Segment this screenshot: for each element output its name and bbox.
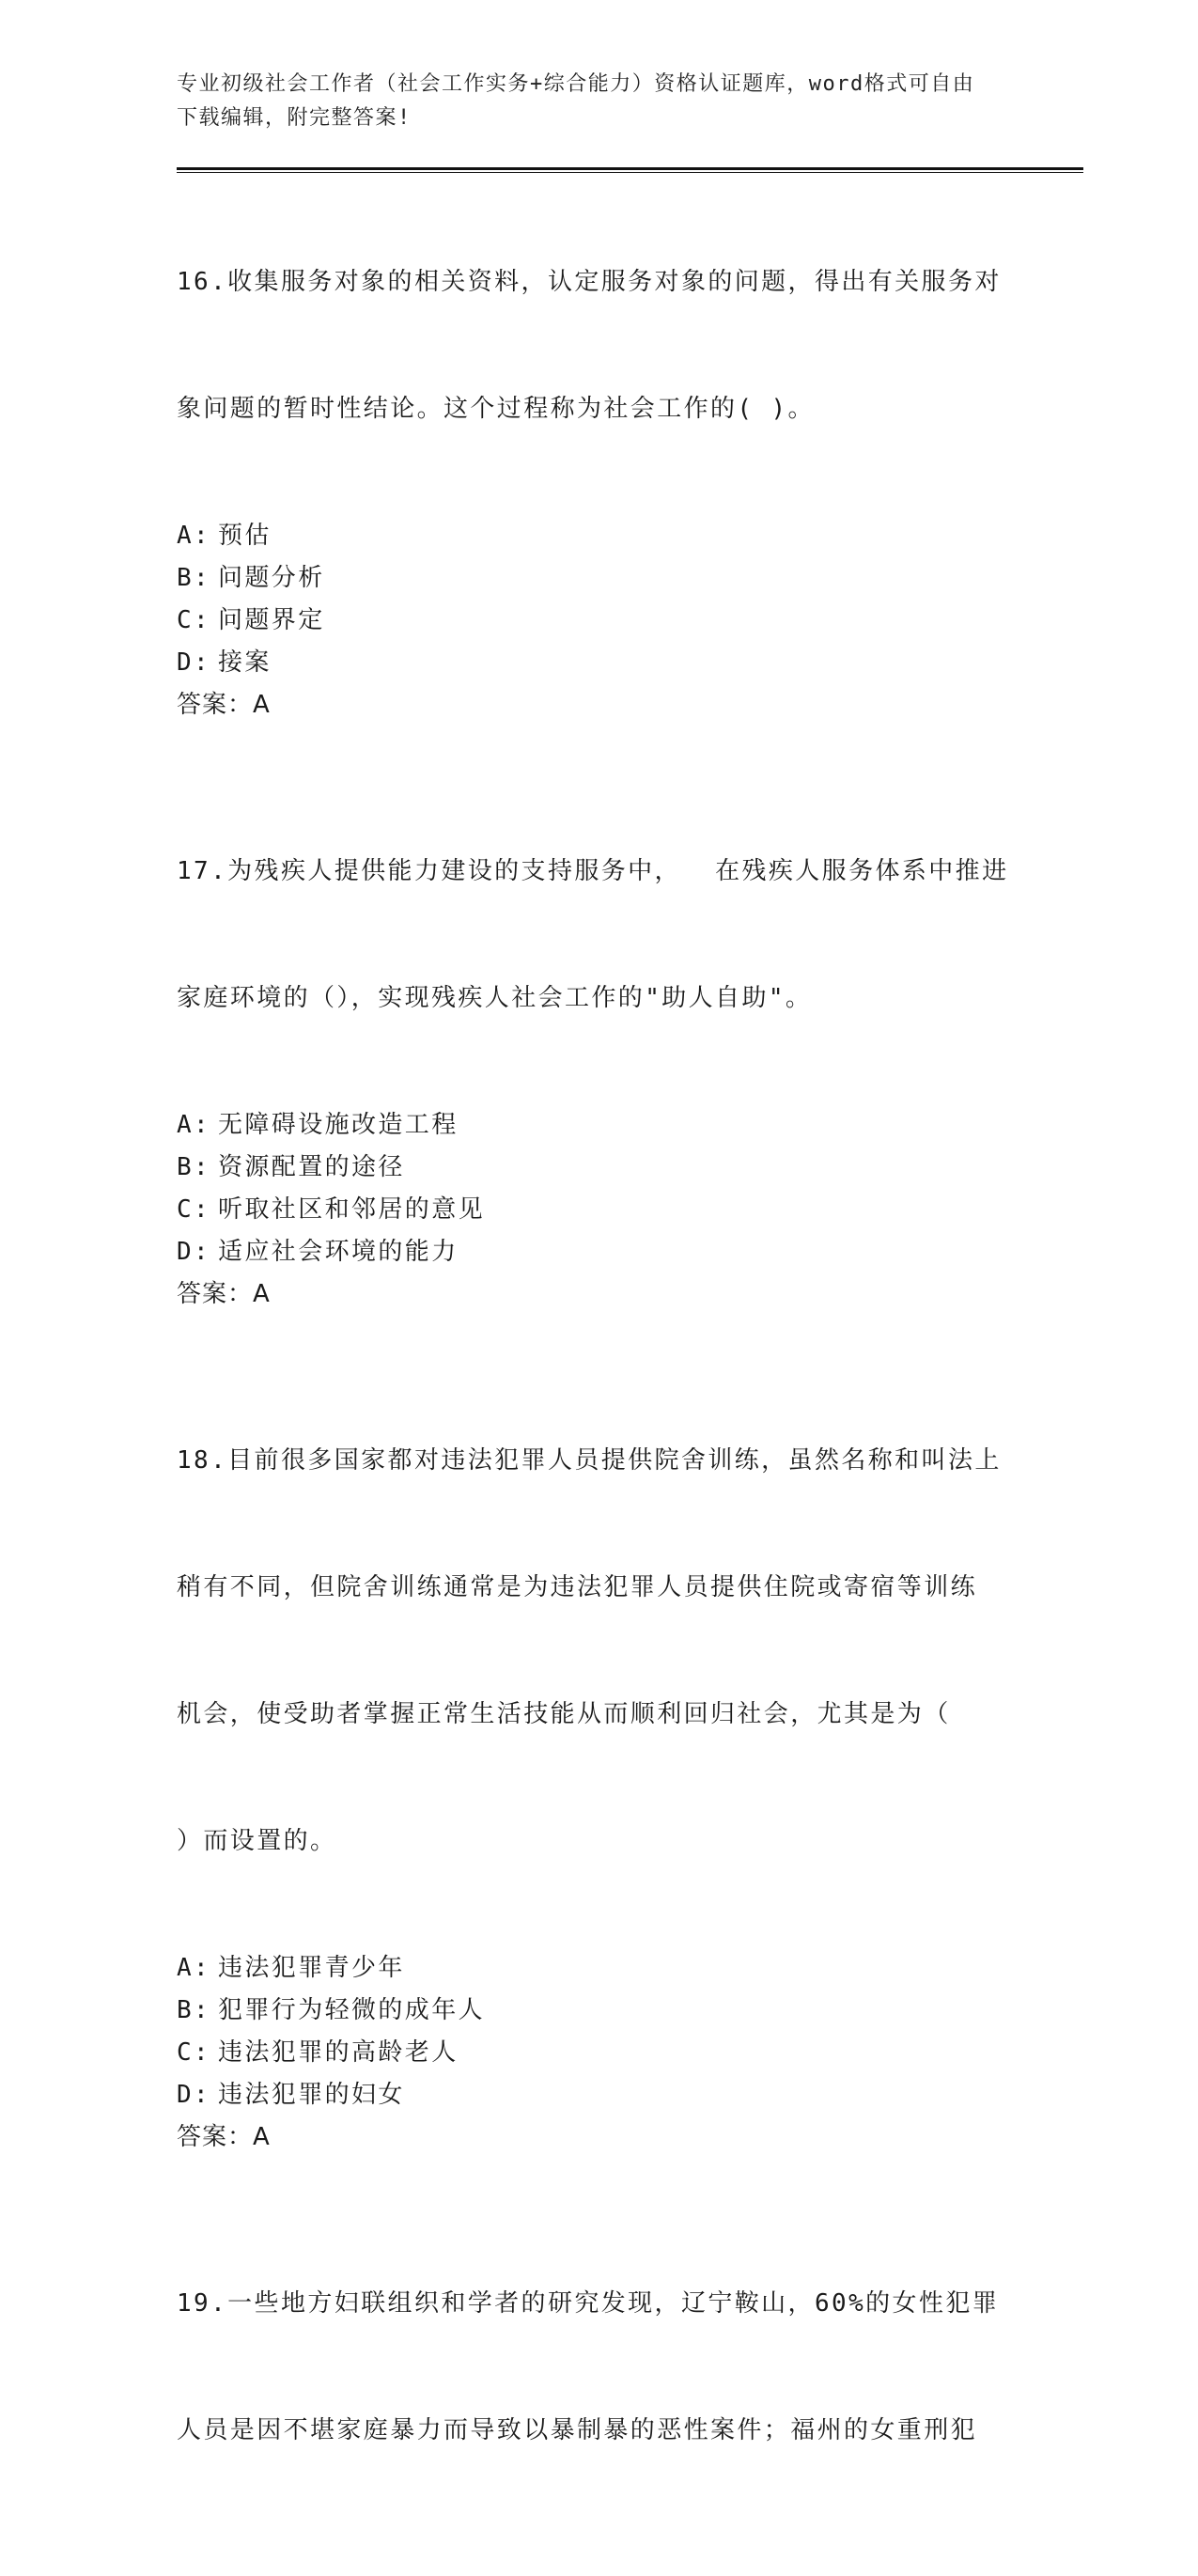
option-letter: C: (177, 606, 211, 634)
question-17 (177, 766, 1022, 1316)
question-stem (177, 766, 1022, 1104)
stem-line: 18.目前很多国家都对违法犯罪人员提供院舍训练，虽然名称和叫法上 (177, 1446, 1002, 1475)
question-stem (177, 2198, 1022, 2537)
option-letter: D: (177, 2081, 211, 2109)
stem-line: 象问题的暂时性结论。这个过程称为社会工作的( )。 (177, 395, 815, 423)
answer-line: 答案：A (177, 1280, 271, 1308)
option-c (177, 2032, 1022, 2074)
option-text: 违法犯罪的高龄老人 (218, 2038, 459, 2067)
header-divider-thin (177, 172, 1083, 173)
question-19 (177, 2198, 1022, 2537)
option-text: 接案 (218, 648, 272, 677)
question-18 (177, 1355, 1022, 2159)
stem-line: 17.为残疾人提供能力建设的支持服务中， 在残疾人服务体系中推进 (177, 857, 1009, 885)
option-text: 违法犯罪的妇女 (218, 2081, 405, 2109)
option-letter: A: (177, 1111, 211, 1139)
stem-line: 19.一些地方妇联组织和学者的研究发现，辽宁鞍山，60%的女性犯罪 (177, 2289, 1000, 2318)
answer-line: 答案：A (177, 691, 271, 719)
option-text: 违法犯罪青少年 (218, 1954, 405, 1982)
option-b (177, 1990, 1022, 2032)
answer-line: 答案：A (177, 2123, 271, 2151)
stem-line: 稍有不同，但院舍训练通常是为违法犯罪人员提供住院或寄宿等训练 (177, 1573, 978, 1601)
document-header (177, 68, 1022, 135)
option-letter: D: (177, 1238, 211, 1266)
option-text: 听取社区和邻居的意见 (218, 1195, 486, 1224)
stem-line: 16.收集服务对象的相关资料，认定服务对象的问题，得出有关服务对 (177, 268, 1002, 296)
stem-line: 家庭环境的（），实现残疾人社会工作的"助人自助"。 (177, 984, 813, 1012)
option-text: 预估 (218, 522, 272, 550)
stem-line: ）而设置的。 (177, 1827, 337, 1855)
header-line-2: 下载编辑，附完整答案! (177, 106, 412, 130)
question-list (177, 177, 1022, 2576)
option-b (177, 1147, 1022, 1189)
option-letter: A: (177, 1954, 211, 1982)
option-text: 资源配置的途径 (218, 1153, 405, 1181)
option-c (177, 1189, 1022, 1231)
stem-line: 机会，使受助者掌握正常生活技能从而顺利回归社会，尤其是为（ (177, 1700, 951, 1728)
option-b (177, 557, 1022, 600)
option-text: 适应社会环境的能力 (218, 1238, 459, 1266)
option-a (177, 1947, 1022, 1990)
stem-line: 人员是因不堪家庭暴力而导致以暴制暴的恶性案件；福州的女重刑犯 (177, 2416, 978, 2444)
header-divider-thick (177, 167, 1083, 170)
option-letter: B: (177, 1996, 211, 2024)
option-text: 问题界定 (218, 606, 325, 634)
option-text: 问题分析 (218, 564, 325, 592)
option-text: 无障碍设施改造工程 (218, 1111, 459, 1139)
question-16 (177, 177, 1022, 726)
option-a (177, 1104, 1022, 1147)
option-d (177, 642, 1022, 684)
question-stem (177, 177, 1022, 515)
option-text: 犯罪行为轻微的成年人 (218, 1996, 486, 2024)
option-letter: A: (177, 522, 211, 550)
option-a (177, 515, 1022, 557)
option-letter: C: (177, 2038, 211, 2067)
option-d (177, 1231, 1022, 1273)
question-stem (177, 1355, 1022, 1947)
option-letter: D: (177, 648, 211, 677)
option-d (177, 2074, 1022, 2116)
option-letter: B: (177, 564, 211, 592)
option-letter: B: (177, 1153, 211, 1181)
option-letter: C: (177, 1195, 211, 1224)
option-c (177, 600, 1022, 642)
header-line-1: 专业初级社会工作者（社会工作实务+综合能力）资格认证题库，word格式可自由 (177, 72, 975, 96)
